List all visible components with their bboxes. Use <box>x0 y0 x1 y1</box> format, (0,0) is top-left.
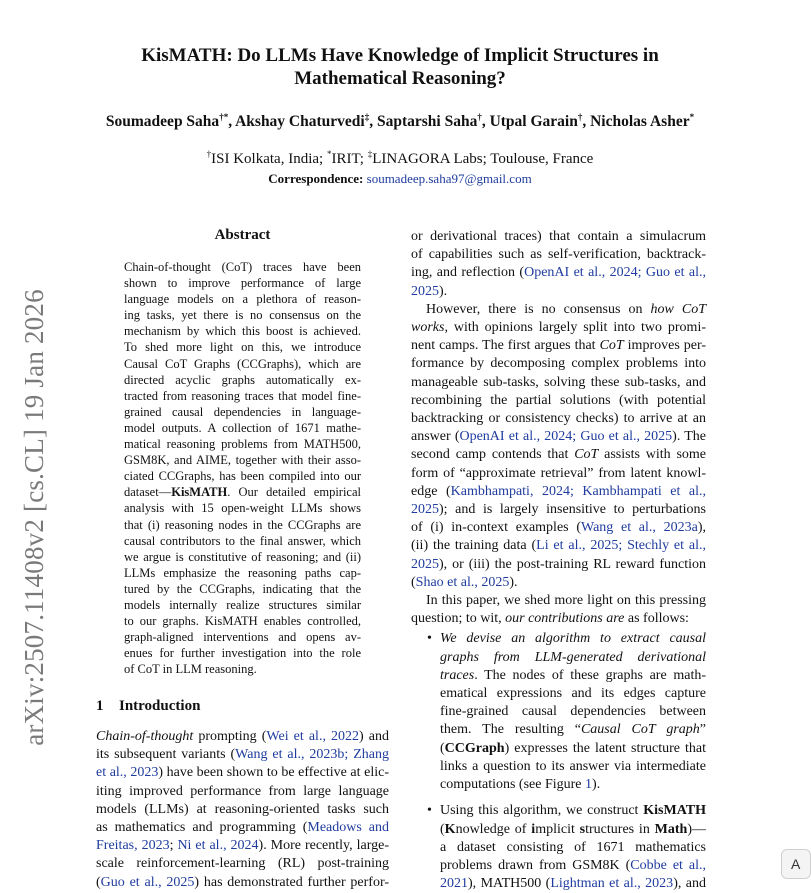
bullet-line <box>440 776 706 794</box>
author-list <box>60 112 740 132</box>
citation-link[interactable]: OpenAI et al., 2024; Guo et al., <box>524 265 706 281</box>
bullet-bold: Math <box>654 821 688 837</box>
body-line <box>411 446 706 464</box>
abstract-line: models internally realize structures similar <box>124 597 361 612</box>
bullet-text: ) expresses the latent structure that <box>504 740 706 756</box>
abstract-line: To shed more light on this, we introduce <box>124 340 361 355</box>
bullet-line: a dataset consisting of 1671 mathematics <box>440 839 706 855</box>
abstract-line: model outputs. A collection of 1671 mathe- <box>124 420 361 435</box>
author-separator: , <box>369 113 377 130</box>
bullet-line <box>440 740 706 758</box>
body-line <box>411 301 706 319</box>
citation-link[interactable]: Ni et al., 2024 <box>177 838 259 854</box>
bullet-text: ( <box>440 740 445 756</box>
abstract-line <box>124 484 361 500</box>
bullet-line <box>440 821 706 839</box>
body-text: assists with some <box>598 447 706 463</box>
affil-mark: * <box>326 149 332 159</box>
bullet-emphasis: We devise an algorithm to extract causal <box>440 631 706 647</box>
bullet-line <box>440 667 706 685</box>
bullet-line: links a question to its answer via intermediate <box>440 758 706 774</box>
body-line: or derivational traces) that contain a simulacrum <box>411 229 706 244</box>
correspondence-label: Correspondence: <box>268 171 364 186</box>
abstract-line: directed acyclic graphs automatically ex- <box>124 372 361 387</box>
section-number: 1 <box>96 698 104 714</box>
bullet-text: . The nodes of these graphs are math- <box>474 667 706 683</box>
affil-text: ISI Kolkata, India; <box>211 151 327 167</box>
abstract-line: GSM8K, and AIME, together with their asso- <box>124 453 361 468</box>
author-name: Nicholas Asher <box>590 113 690 130</box>
body-text: of (i) in-context examples ( <box>411 520 581 536</box>
citation-link[interactable]: 2025 <box>411 502 439 518</box>
bullet-line <box>440 802 706 820</box>
body-line <box>411 319 706 337</box>
bullet-text: computations (see Figure <box>440 777 586 793</box>
dataset-name: KisMATH <box>643 803 706 819</box>
intro-text: ). More recently, large- <box>258 838 389 854</box>
intro-text: ( <box>96 874 101 890</box>
citation-link[interactable]: 2025 <box>411 283 439 299</box>
bullet-text: )— <box>687 821 706 837</box>
body-text: improves per- <box>623 338 706 354</box>
citation-link[interactable]: Freitas, 2023 <box>96 838 170 854</box>
body-line: recombining the partial solutions (with potential <box>411 392 706 408</box>
bullet-text: ). <box>592 777 601 793</box>
correspondence <box>60 170 740 188</box>
body-text: answer ( <box>411 429 460 445</box>
abstract-line: tured by the CCGraphs, indicating that the <box>124 581 361 596</box>
abstract-line: shown to improve performance of large <box>124 276 361 291</box>
abstract-line: causal contributors to the final answer, which <box>124 533 361 548</box>
bullet-marker: • <box>427 803 432 819</box>
affiliations <box>60 149 740 169</box>
citation-link[interactable]: Meadows and <box>307 820 389 836</box>
intro-text: ; <box>169 838 178 854</box>
abstract-line: ciated CCGraphs, has been compiled into our <box>124 469 361 484</box>
body-text: ), <box>697 520 706 536</box>
body-line <box>411 556 706 574</box>
citation-link[interactable]: Shao et al., 2025 <box>415 574 510 590</box>
author-name: Utpal Garain <box>489 113 578 130</box>
bullet-emphasis: graphs from LLM-generated derivational <box>440 649 706 665</box>
bullet-text: them. The resulting “ <box>440 722 581 738</box>
citation-link[interactable]: OpenAI et al., 2024; Guo et al., 2025 <box>459 429 673 445</box>
bullet-line <box>440 857 706 875</box>
title-line-2: Mathematical Reasoning? <box>294 68 506 89</box>
body-emphasis: how CoT <box>650 301 707 317</box>
arxiv-id-text: arXiv:2507.11408v2 [cs.CL] 19 Jan 2026 <box>18 289 49 746</box>
bullet-text: problems drawn from GSM8K ( <box>440 857 631 873</box>
author-mark: * <box>689 111 695 122</box>
affil-text: IRIT; <box>331 151 368 167</box>
intro-line: iting improved performance from large language <box>96 783 389 799</box>
author-name: Soumadeep Saha <box>105 113 220 130</box>
arxiv-watermark <box>12 285 56 750</box>
intro-text: ) has demonstrated further perfor- <box>194 874 389 890</box>
bullet-bold: i <box>531 821 536 837</box>
body-emphasis: works <box>411 320 445 336</box>
body-line <box>411 283 706 301</box>
bullet-text: nowledge of <box>455 821 532 837</box>
intro-line <box>96 837 389 855</box>
author-mark: †* <box>219 111 229 122</box>
bullet-text: tructures in <box>585 821 655 837</box>
author-name: Akshay Chaturvedi <box>235 113 365 130</box>
body-text: ). <box>509 574 518 590</box>
abstract-line: to our graphs. KisMATH enables controlled, <box>124 614 361 629</box>
dataset-name: KisMATH <box>171 485 228 500</box>
abstract-line: we argue is constitutive of reasoning; and (ii) <box>124 549 361 564</box>
body-line <box>411 537 706 555</box>
bullet-text: ), and <box>673 876 706 892</box>
section-title: Introduction <box>119 698 201 714</box>
intro-text: ) and <box>359 729 389 744</box>
body-line <box>411 264 706 282</box>
bullet-line <box>440 721 706 739</box>
body-line <box>411 519 706 537</box>
body-line: backtracking or consistency checks) to arrive at an <box>411 411 706 427</box>
body-text: , with opinions largely split into two promi- <box>444 320 706 336</box>
intro-line <box>96 746 389 764</box>
contribution-bullet <box>411 802 706 893</box>
body-line <box>411 428 706 446</box>
author-mark: ‡ <box>364 111 370 122</box>
abstract-line: Causal CoT Graphs (CCGraphs), which are <box>124 356 361 371</box>
correspondence-email-link[interactable]: soumadeep.saha97@gmail.com <box>366 171 532 186</box>
body-line: of capabilities such as self-verification, backtrack- <box>411 247 706 263</box>
bullet-marker: • <box>427 631 432 647</box>
abstract-text: . Our detailed empirical <box>227 485 361 500</box>
paper-title <box>100 44 700 90</box>
body-line <box>411 574 706 592</box>
body-text: second camp contends that <box>411 447 575 463</box>
body-text: ( <box>411 574 416 590</box>
citation-link[interactable]: Wang et al., 2023b; Zhang <box>235 747 390 763</box>
affil-mark: ‡ <box>367 149 373 159</box>
body-text: ). The <box>672 429 706 445</box>
citation-link[interactable]: Cobbe et al., <box>630 857 706 873</box>
citation-link[interactable]: et al., 2023 <box>96 765 159 781</box>
body-text: ing, and reflection ( <box>411 265 525 281</box>
bullet-bold: CCGraph <box>444 740 505 756</box>
citation-link[interactable]: 2021 <box>440 876 468 892</box>
affil-mark: † <box>206 149 212 159</box>
abstract-line: matical reasoning problems from MATH500, <box>124 437 361 452</box>
body-text: as follows: <box>624 611 689 627</box>
intro-line: models (LLMs) at reasoning-oriented tasks such <box>96 801 389 817</box>
section-heading-introduction <box>96 698 200 715</box>
abstract-line: analysis with 15 open-weight LLMs shows <box>124 501 361 516</box>
abstract-heading: Abstract <box>214 227 271 243</box>
body-text: ), or (iii) the post-training RL reward function <box>439 556 706 572</box>
body-emphasis: CoT <box>574 447 599 463</box>
body-text: (ii) the training data ( <box>411 538 537 554</box>
intro-line <box>96 819 389 837</box>
abstract-line: Chain-of-thought (CoT) traces have been <box>124 260 361 274</box>
body-line: manageable sub-tasks, solving these sub-tasks, and <box>411 374 706 390</box>
figure-ref-link[interactable]: 1 <box>585 777 593 793</box>
intro-text: as mathematics and programming ( <box>96 820 308 836</box>
body-text: However, there is no consensus on <box>426 301 651 317</box>
introduction-body <box>96 728 389 892</box>
bullet-line <box>440 630 706 648</box>
intro-text: prompting ( <box>193 729 267 744</box>
bullet-text: Using this algorithm, we construct <box>440 803 644 819</box>
body-text: ). <box>439 283 448 299</box>
abstract-line: of CoT in LLM reasoning. <box>124 662 257 677</box>
abstract-line: language models on a plethora of reason- <box>124 292 361 307</box>
body-text: nent camps. The first argues that <box>411 338 600 354</box>
contribution-bullet <box>411 630 706 794</box>
intro-line: scale reinforcement-learning (RL) post-training <box>96 856 389 872</box>
bullet-line <box>440 649 706 667</box>
author-separator: , <box>481 113 490 130</box>
citation-link[interactable]: Kambhampati, 2024; Kambhampati et al., <box>450 483 707 499</box>
abstract-line: tracted from reasoning traces that model fine- <box>124 388 361 403</box>
body-emphasis: CoT <box>599 338 624 354</box>
body-line <box>411 483 706 501</box>
abstract-body <box>124 259 361 677</box>
author-mark: † <box>477 111 482 122</box>
abstract-line: mechanism by which this boost is achieved. <box>124 324 361 339</box>
body-line: form of “approximate retrieval” from latent knowl- <box>411 465 706 481</box>
intro-text: Chain-of-thought <box>96 729 194 744</box>
abstract-line: that (i) reasoning nodes in the CCGraphs are <box>124 517 361 532</box>
body-emphasis: our contributions are <box>505 611 625 627</box>
citation-link[interactable]: Li et al., 2025; Stechly et al., <box>536 538 706 554</box>
body-text: question; to wit, <box>411 611 506 627</box>
intro-text: ) have been shown to be effective at elic- <box>158 765 390 781</box>
bullet-line <box>440 875 706 893</box>
body-line: formance by decomposing complex problems into <box>411 356 706 372</box>
right-column-body <box>411 228 706 893</box>
body-line <box>411 610 706 628</box>
citation-link[interactable]: Guo et al., 2025 <box>100 874 195 890</box>
floating-action-button[interactable] <box>781 849 811 879</box>
abstract-line: graph-aligned interventions and opens av- <box>124 630 361 645</box>
floating-button-label: A <box>791 856 801 872</box>
bullet-line: ematical expressions and its edges capture <box>440 686 706 702</box>
author-mark: † <box>577 111 583 122</box>
title-line-1: KisMATH: Do LLMs Have Knowledge of Implicit Structures in <box>141 45 659 66</box>
body-line <box>411 501 706 519</box>
citation-link[interactable]: 2025 <box>411 556 439 572</box>
abstract-line: grained causal dependencies in language- <box>124 404 361 419</box>
abstract-line: enues for further investigation into the role <box>124 646 361 661</box>
bullet-text: mplicit <box>535 821 580 837</box>
author-name: Saptarshi Saha <box>376 113 478 130</box>
body-text: ); and is largely insensitive to perturbations <box>439 502 706 518</box>
abstract-text: dataset— <box>124 485 172 500</box>
bullet-text: ( <box>440 821 445 837</box>
body-text: edge ( <box>411 483 451 499</box>
intro-line <box>96 874 389 892</box>
body-line: In this paper, we shed more light on this pressing <box>426 593 706 609</box>
bullet-line: fine-grained causal dependencies between <box>440 704 706 720</box>
intro-text: its subsequent variants ( <box>96 747 236 763</box>
bullet-bold: s <box>579 821 586 837</box>
intro-line <box>96 764 389 782</box>
citation-link[interactable]: Wang et al., 2023a <box>580 520 698 536</box>
bullet-bold: K <box>444 821 456 837</box>
abstract-line: LLMs emphasize the reasoning paths cap- <box>124 565 361 580</box>
citation-link[interactable]: Wei et al., 2022 <box>266 729 360 744</box>
intro-line <box>96 728 389 746</box>
bullet-emphasis: Causal CoT graph <box>580 722 700 738</box>
abstract-line: ing tasks, yet there is no consensus on the <box>124 308 361 323</box>
bullet-text: ” <box>699 722 706 738</box>
citation-link[interactable]: Lightman et al., 2023 <box>550 876 674 892</box>
author-separator: , <box>582 113 591 130</box>
body-line <box>411 337 706 355</box>
bullet-emphasis: traces <box>440 667 475 683</box>
author-separator: , <box>228 113 236 130</box>
affil-text: LINAGORA Labs; Toulouse, France <box>372 151 594 167</box>
bullet-text: ), MATH500 ( <box>468 876 551 892</box>
